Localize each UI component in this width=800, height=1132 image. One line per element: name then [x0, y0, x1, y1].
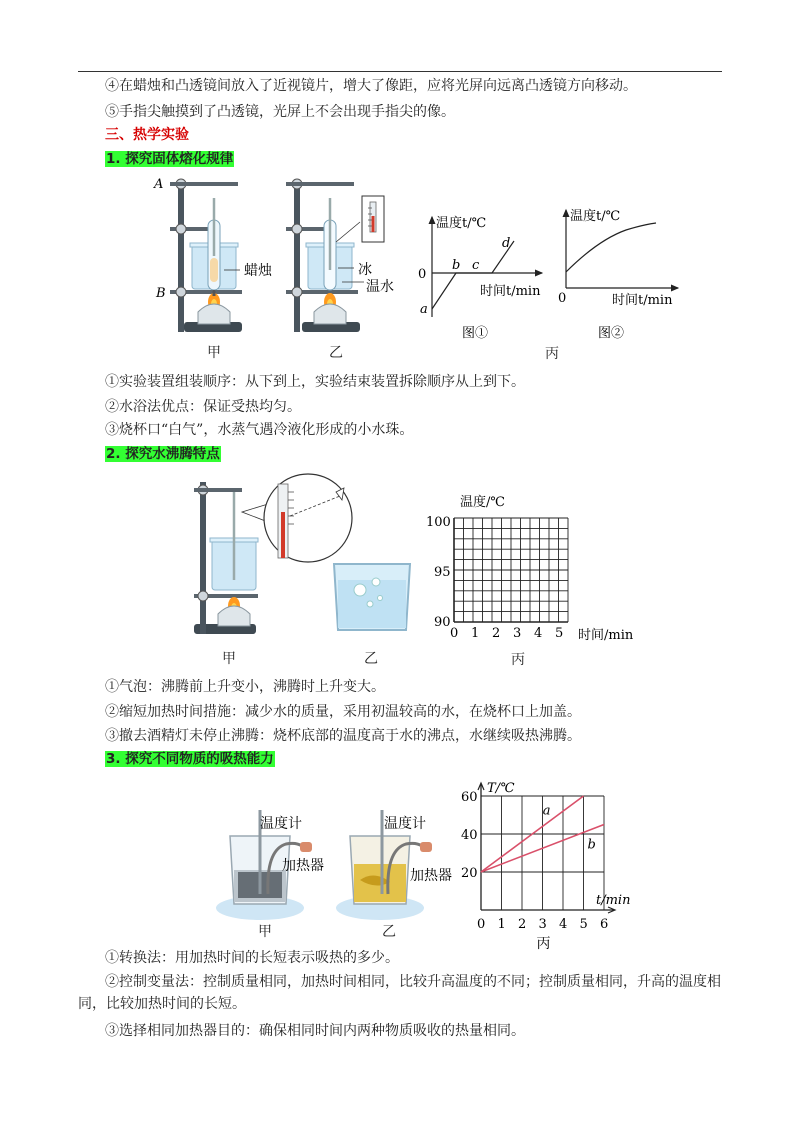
caption: 甲	[222, 651, 236, 667]
svg-text:d: d	[502, 236, 511, 251]
text-line: ④在蜡烛和凸透镜间放入了近视镜片，增大了像距，应将光屏向远离凸透镜方向移动。	[105, 78, 637, 94]
text-line: ②水浴法优点：保证受热均匀。	[105, 399, 301, 415]
x-tick-label: 2	[518, 917, 527, 932]
svg-text:时间/min: 时间/min	[578, 628, 634, 643]
svg-text:a: a	[420, 302, 428, 317]
exp2-beaker-yi	[332, 560, 412, 635]
x-tick-label: 1	[497, 917, 506, 932]
svg-text:B: B	[156, 286, 166, 301]
exp1-apparatus-jia	[150, 170, 270, 370]
svg-text:c: c	[472, 258, 480, 273]
y-axis-label: T/℃	[487, 781, 515, 796]
caption: 乙	[329, 345, 343, 361]
caption: 甲	[207, 345, 221, 361]
svg-text:冰: 冰	[358, 262, 372, 278]
svg-text:温水: 温水	[366, 279, 394, 295]
svg-text:b: b	[452, 258, 461, 273]
heating-curve	[566, 223, 656, 272]
text-line: ⑤手指尖触摸到了凸透镜，光屏上不会出现手指尖的像。	[105, 104, 455, 120]
series-label: b	[587, 837, 596, 853]
x-axis-label: t/min	[596, 893, 631, 908]
svg-text:温度/℃: 温度/℃	[460, 495, 505, 510]
caption: 乙	[364, 651, 378, 667]
exp1-graph-1	[410, 205, 560, 345]
caption: 乙	[382, 924, 396, 940]
svg-text:加热器: 加热器	[282, 858, 324, 874]
caption: 丙	[545, 346, 559, 362]
exp2-heading: 2. 探究水沸腾特点	[106, 446, 220, 462]
x-tick-label: 5	[579, 917, 588, 932]
alcohol-lamp-icon	[314, 304, 346, 324]
exp3-beaker-jia	[210, 810, 330, 930]
svg-text:5: 5	[555, 626, 564, 641]
text-line: ①气泡：沸腾前上升变小，沸腾时上升变大。	[105, 679, 385, 695]
svg-text:图②: 图②	[598, 326, 625, 341]
svg-text:1: 1	[471, 626, 480, 641]
caption: 丙	[511, 652, 525, 668]
bubble-icon	[354, 584, 366, 596]
svg-text:温度t/℃: 温度t/℃	[436, 216, 487, 231]
magnifier-icon	[264, 474, 352, 562]
y-tick-label: 20	[461, 866, 478, 881]
x-tick-label: 0	[477, 917, 486, 932]
text-line: ③烧杯口“白气”，水蒸气遇冷液化形成的小水珠。	[105, 422, 414, 438]
exp1-apparatus-yi	[272, 170, 412, 370]
svg-text:时间t/min: 时间t/min	[612, 293, 673, 308]
svg-text:温度计: 温度计	[260, 816, 302, 832]
svg-text:加热器: 加热器	[410, 868, 452, 884]
chart-caption: 丙	[536, 936, 551, 952]
svg-text:A: A	[154, 177, 164, 192]
header-rule	[78, 71, 722, 72]
svg-text:温度计: 温度计	[384, 816, 426, 832]
caption: 甲	[258, 924, 272, 940]
x-tick-label: 6	[600, 917, 609, 932]
svg-text:0: 0	[418, 267, 427, 282]
svg-text:3: 3	[513, 626, 522, 641]
exp3-heading: 3. 探究不同物质的吸热能力	[106, 751, 274, 767]
svg-text:图①: 图①	[462, 326, 489, 341]
svg-text:蜡烛: 蜡烛	[244, 263, 272, 279]
alcohol-lamp-icon	[218, 606, 250, 626]
x-tick-label: 4	[559, 917, 568, 932]
y-tick-label: 40	[461, 828, 478, 843]
candle-icon	[210, 258, 218, 282]
text-line: ③选择相同加热器目的：确保相同时间内两种物质吸收的热量相同。	[105, 1023, 525, 1039]
svg-text:0: 0	[558, 291, 567, 306]
text-paragraph: ②控制变量法：控制质量相同，加热时间相同，比较升高温度的不同；控制质量相同，升高的温度相同，比较加热时间的长短。	[78, 974, 721, 1012]
svg-text:95: 95	[434, 565, 451, 580]
y-tick-label: 60	[461, 790, 478, 805]
exp1-graph-2	[552, 198, 692, 343]
svg-text:0: 0	[450, 626, 459, 641]
svg-text:时间t/min: 时间t/min	[480, 284, 541, 299]
section-heading: 三、热学实验	[105, 127, 189, 143]
svg-text:4: 4	[534, 626, 543, 641]
text-line: ①转换法：用加热时间的长短表示吸热的多少。	[105, 950, 399, 966]
svg-text:温度t/℃: 温度t/℃	[570, 209, 621, 224]
text-line: ①实验装置组装顺序：从下到上，实验结束装置拆除顺序从上到下。	[105, 374, 525, 390]
svg-text:2: 2	[492, 626, 501, 641]
exp1-heading: 1. 探究固体熔化规律	[106, 151, 234, 167]
text-line: ②缩短加热时间措施：减少水的质量，采用初温较高的水，在烧杯口上加盖。	[105, 704, 581, 720]
x-tick-label: 3	[538, 917, 547, 932]
svg-text:100: 100	[426, 515, 451, 530]
svg-text:90: 90	[434, 615, 451, 630]
exp3-chart	[455, 778, 655, 952]
text-line: ③撤去酒精灯未停止沸腾：烧杯底部的温度高于水的沸点，水继续吸热沸腾。	[105, 728, 581, 744]
alcohol-lamp-icon	[198, 304, 230, 324]
series-label: a	[542, 803, 551, 819]
exp3-beaker-yi	[330, 810, 460, 930]
exp2-grid-chart	[420, 490, 650, 645]
